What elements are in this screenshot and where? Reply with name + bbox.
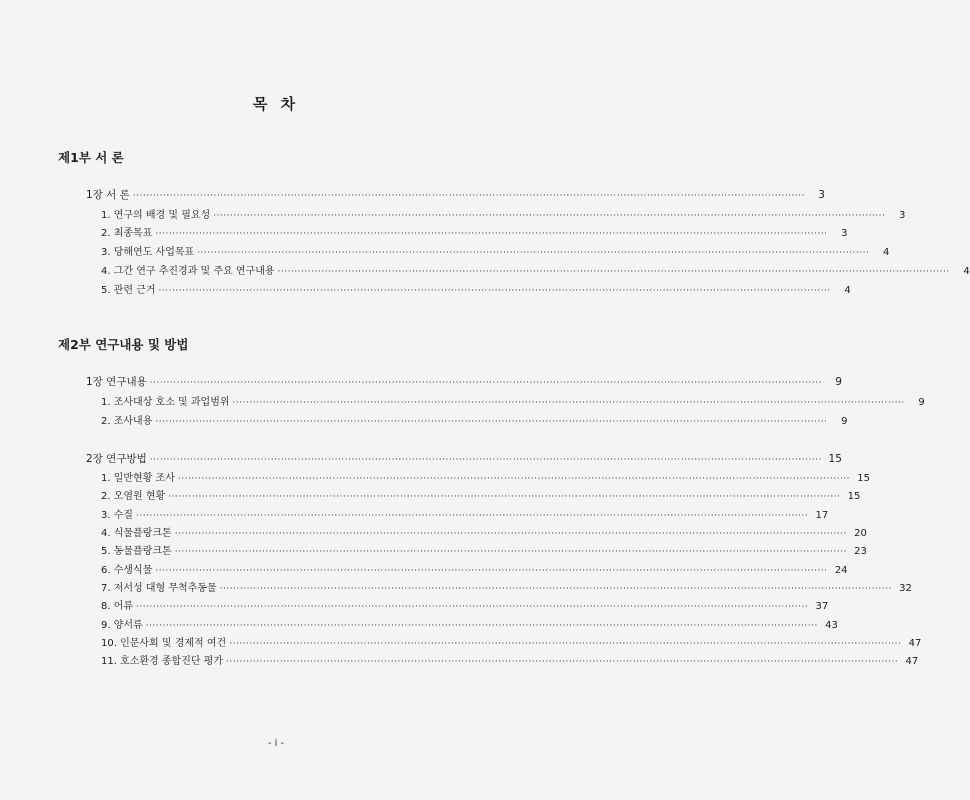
toc-page-number: 37 [815, 601, 829, 612]
toc-page-number: 4 [882, 247, 890, 258]
dot-leader: ········································································································································································································ [213, 211, 886, 221]
toc-item-label: 7. 저서성 대형 무척추동물 [101, 583, 217, 594]
dot-leader: ········································································································································································································ [232, 398, 905, 408]
toc-chapter[interactable] [86, 451, 842, 469]
toc-page-number: 3 [818, 189, 825, 201]
toc-page-number: 43 [825, 620, 838, 631]
toc-item[interactable] [101, 262, 970, 280]
toc-page-number: 9 [835, 376, 842, 388]
part1-heading: 제1부 서 론 [58, 150, 124, 165]
toc-page-number: 9 [918, 397, 925, 408]
dot-leader: ········································································································································································································ [136, 511, 809, 521]
dot-leader: ········································································································································································································ [149, 378, 822, 388]
toc-chapter-label: 1장 연구내용 [86, 376, 147, 388]
dot-leader: ········································································································································································································ [277, 267, 950, 277]
toc-page-number: 15 [828, 453, 842, 465]
toc-item[interactable] [101, 243, 890, 261]
toc-item-label: 2. 오염원 현황 [101, 491, 166, 502]
dot-leader: ········································································································································································································ [219, 584, 892, 594]
toc-page-number: 9 [841, 416, 848, 427]
toc-page-number: 4 [963, 266, 970, 277]
toc-item-label: 5. 관련 근거 [101, 285, 156, 296]
toc-page-number: 15 [857, 473, 871, 484]
toc-page-number: 47 [908, 638, 922, 649]
toc-item-label: 3. 당해연도 사업목표 [101, 247, 195, 258]
toc-item[interactable] [101, 634, 922, 652]
toc-page-number: 47 [905, 656, 919, 667]
toc-item[interactable] [101, 524, 867, 542]
toc-item[interactable] [101, 506, 829, 524]
toc-item[interactable] [101, 487, 861, 505]
toc-item[interactable] [101, 393, 925, 411]
toc-item[interactable] [101, 224, 848, 242]
dot-leader: ········································································································································································································ [168, 492, 841, 502]
toc-item[interactable] [101, 579, 912, 597]
dot-leader: ········································································································································································································ [158, 286, 831, 296]
dot-leader: ········································································································································································································ [132, 191, 805, 201]
part2-heading: 제2부 연구내용 및 방법 [58, 337, 189, 352]
dot-leader: ········································································································································································································ [155, 417, 828, 427]
toc-item-label: 6. 수생식물 [101, 565, 153, 576]
toc-item-label: 11. 호소환경 종합진단 평가 [101, 656, 224, 667]
toc-item-label: 2. 최종목표 [101, 228, 153, 239]
dot-leader: ········································································································································································································ [155, 229, 828, 239]
toc-chapter[interactable] [86, 187, 825, 205]
toc-item[interactable] [101, 597, 829, 615]
toc-chapter[interactable] [86, 374, 842, 392]
toc-item[interactable] [101, 542, 867, 560]
toc-item-label: 2. 조사내용 [101, 416, 153, 427]
toc-item-label: 1. 일반현황 조사 [101, 473, 175, 484]
toc-item-label: 4. 그간 연구 추진경과 및 주요 연구내용 [101, 266, 275, 277]
dot-leader: ········································································································································································································ [174, 529, 847, 539]
toc-item-label: 8. 어류 [101, 601, 134, 612]
toc-page-number: 15 [847, 491, 861, 502]
toc-item[interactable] [101, 412, 848, 430]
toc-page-number: 20 [854, 528, 867, 539]
dot-leader: ········································································································································································································ [197, 248, 870, 258]
toc-item-label: 5. 동물플랑크톤 [101, 546, 172, 557]
dot-leader: ········································································································································································································ [174, 547, 847, 557]
toc-item[interactable] [101, 469, 871, 487]
dot-leader: ········································································································································································································ [155, 566, 828, 576]
dot-leader: ········································································································································································································ [226, 657, 899, 667]
dot-leader: ········································································································································································································ [149, 455, 822, 465]
toc-page-number: 3 [899, 210, 906, 221]
toc-page-number: 4 [844, 285, 851, 296]
toc-item-label: 10. 인문사회 및 경제적 여건 [101, 638, 227, 649]
toc-item-label: 4. 식물플랑크톤 [101, 528, 172, 539]
dot-leader: ········································································································································································································ [177, 474, 851, 484]
dot-leader: ········································································································································································································ [136, 602, 809, 612]
toc-page-number: 24 [834, 565, 848, 576]
toc-item[interactable] [101, 652, 919, 670]
toc-item-label: 1. 조사대상 호소 및 과업범위 [101, 397, 230, 408]
toc-page-number: 23 [854, 546, 867, 557]
toc-item-label: 3. 수질 [101, 510, 134, 521]
dot-leader: ········································································································································································································ [145, 621, 818, 631]
toc-item[interactable] [101, 561, 848, 579]
toc-item[interactable] [101, 206, 906, 224]
dot-leader: ········································································································································································································ [229, 639, 902, 649]
toc-title: 목 차 [252, 95, 300, 113]
toc-page-number: 3 [841, 228, 848, 239]
toc-chapter-label: 1장 서 론 [86, 189, 130, 201]
toc-page-number: 17 [815, 510, 829, 521]
toc-item[interactable] [101, 616, 838, 634]
page-footer-number: - i - [267, 738, 285, 749]
toc-item-label: 1. 연구의 배경 및 필요성 [101, 210, 211, 221]
toc-page-number: 32 [899, 583, 912, 594]
toc-item-label: 9. 양서류 [101, 620, 143, 631]
toc-item[interactable] [101, 281, 851, 299]
toc-chapter-label: 2장 연구방법 [86, 453, 147, 465]
